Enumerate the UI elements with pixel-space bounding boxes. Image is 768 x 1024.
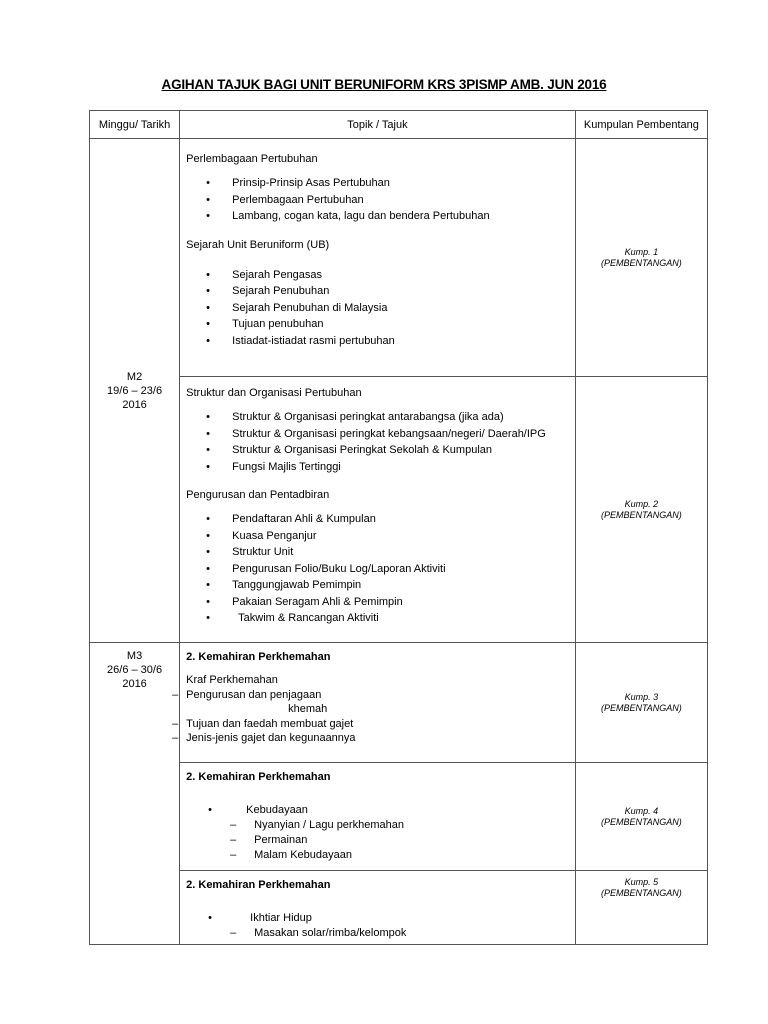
topic-list (186, 409, 569, 475)
list-item: • Tujuan penubuhan (186, 316, 569, 333)
group-role: (PEMBENTANGAN) (600, 888, 682, 898)
section-heading: 2. Kemahiran Perkhemahan (186, 771, 331, 783)
group-cell (575, 871, 707, 945)
list-item: – Tujuan dan faedah membuat gajet (172, 717, 354, 730)
section-heading: Perlembagaan Pertubuhan (186, 153, 318, 165)
topic-table (89, 110, 708, 945)
header-group: Kumpulan Pembentang (575, 111, 707, 139)
list-item: • Kuasa Penganjur (186, 528, 569, 545)
subheading: Kraf Perkhemahan (186, 674, 278, 686)
section-heading: Pengurusan dan Pentadbiran (186, 489, 330, 501)
list-item: • Sejarah Penubuhan di Malaysia (186, 300, 569, 317)
list-item: • Tanggungjawab Pemimpin (186, 577, 569, 594)
table-row (90, 139, 708, 377)
list-item: • Istiadat-istiadat rasmi pertubuhan (186, 333, 569, 350)
dash-marker: – (172, 732, 179, 744)
list-item: • Struktur Unit (186, 544, 569, 561)
week-cell-m2 (90, 139, 180, 643)
document-title: AGIHAN TAJUK BAGI UNIT BERUNIFORM KRS 3PISMP AMB. JUN 2016 (161, 77, 607, 92)
list-item: • Prinsip-Prinsip Asas Pertubuhan (186, 175, 569, 192)
section-heading: 2. Kemahiran Perkhemahan (186, 651, 331, 663)
table-row (90, 643, 708, 763)
group-role: (PEMBENTANGAN) (600, 816, 682, 827)
list-item: • Takwim & Rancangan Aktiviti (186, 610, 569, 627)
group-label: Kump. 3 (624, 691, 659, 702)
table-row (90, 763, 708, 871)
group-cell (575, 139, 707, 377)
list-item: • Ikhtiar Hidup (208, 912, 312, 924)
dash-marker: – (230, 819, 237, 831)
week-year: 2016 (122, 398, 147, 411)
list-item: • Sejarah Pengasas (186, 267, 569, 284)
group-cell (575, 763, 707, 871)
list-item: • Struktur & Organisasi peringkat kebangsaan/negeri/ Daerah/IPG (186, 426, 569, 443)
list-item: • Perlembagaan Pertubuhan (186, 192, 569, 209)
list-item: • Fungsi Majlis Tertinggi (186, 459, 569, 476)
group-cell (575, 377, 707, 643)
topic-cell (180, 763, 576, 871)
list-subitem: – Malam Kebudayaan (230, 849, 352, 861)
header-topic: Topik / Tajuk (180, 111, 576, 139)
list-item: • Struktur & Organisasi Peringkat Sekolah & Kumpulan (186, 442, 569, 459)
header-week: Minggu/ Tarikh (90, 111, 180, 139)
week-label: M2 (126, 370, 143, 383)
dash-marker: – (172, 688, 179, 701)
week-cell-m3 (90, 643, 180, 945)
table-row (90, 377, 708, 643)
topic-cell (180, 871, 576, 945)
topic-cell (180, 377, 576, 643)
section-heading: Struktur dan Organisasi Pertubuhan (186, 387, 362, 399)
list-subitem: – Permainan (230, 834, 308, 846)
bullet-marker: • (208, 912, 212, 924)
week-date: 26/6 – 30/6 (107, 664, 163, 676)
list-item: • Lambang, cogan kata, lagu dan bendera Pertubuhan (186, 208, 569, 225)
table-row (90, 871, 708, 945)
group-cell (575, 643, 707, 763)
list-item: – Pengurusan dan penjagaan (172, 688, 322, 701)
topic-cell (172, 643, 576, 763)
group-label: Kump. 2 (624, 498, 659, 509)
dash-marker: – (230, 834, 237, 846)
list-item: • Struktur & Organisasi peringkat antarabangsa (jika ada) (186, 409, 569, 426)
week-label: M3 (126, 650, 143, 662)
topic-list (186, 267, 569, 350)
list-item: • Pendaftaran Ahli & Kumpulan (186, 511, 569, 528)
list-item: • Pakaian Seragam Ahli & Pemimpin (186, 594, 569, 611)
section-heading: Sejarah Unit Beruniform (UB) (186, 238, 330, 251)
topic-list (186, 511, 569, 627)
group-label: Kump. 1 (624, 246, 659, 257)
header-row (90, 111, 708, 139)
week-date: 19/6 – 23/6 (107, 384, 163, 397)
group-role: (PEMBENTANGAN) (600, 509, 682, 520)
list-subitem: – Nyanyian / Lagu perkhemahan (230, 819, 404, 831)
week-year: 2016 (122, 678, 147, 690)
dash-marker: – (172, 717, 179, 730)
list-item: • Kebudayaan (208, 804, 308, 816)
list-item: – Jenis-jenis gajet dan kegunaannya (172, 732, 356, 744)
list-item: • Pengurusan Folio/Buku Log/Laporan Aktiviti (186, 561, 569, 578)
group-role: (PEMBENTANGAN) (600, 702, 682, 713)
list-item: • Sejarah Penubuhan (186, 283, 569, 300)
topic-cell (180, 139, 576, 377)
dash-marker: – (230, 927, 237, 939)
section-heading: 2. Kemahiran Perkhemahan (186, 879, 331, 891)
dash-marker: – (230, 849, 237, 861)
group-label: Kump. 5 (624, 877, 659, 887)
bullet-marker: • (208, 804, 212, 816)
group-role: (PEMBENTANGAN) (600, 257, 682, 268)
topic-list (186, 175, 569, 225)
list-subitem: – Masakan solar/rimba/kelompok (230, 927, 407, 939)
list-item-continued: khemah (288, 703, 328, 715)
group-label: Kump. 4 (624, 805, 659, 816)
